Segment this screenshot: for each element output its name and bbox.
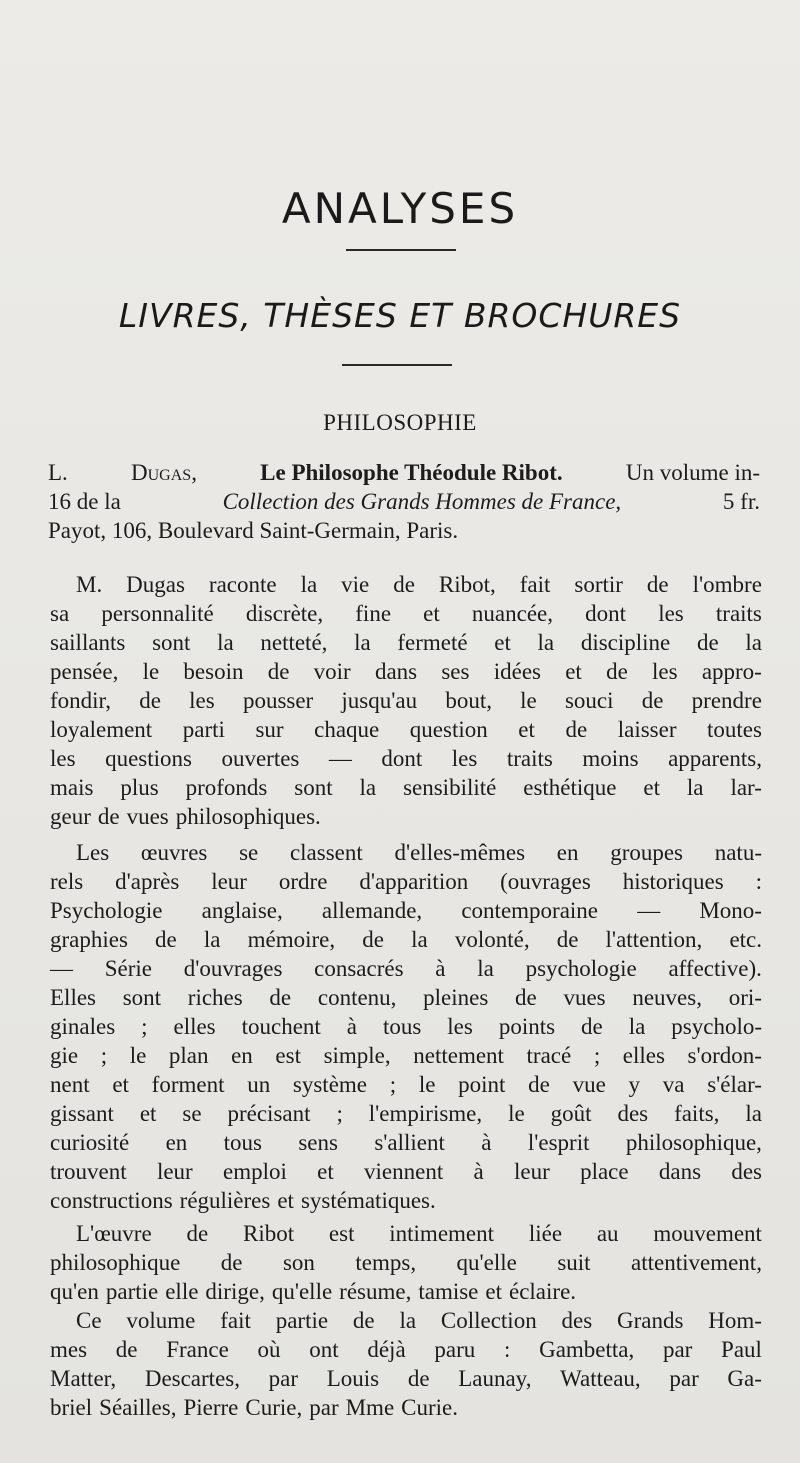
text-line: ginales ; elles touchent à tous les points de la psycholo-	[50, 1014, 762, 1039]
book-title: Le Philosophe Théodule Ribot.	[260, 460, 563, 485]
text-line: gie ; le plan en est simple, nettement tracé ; elles s'ordon-	[50, 1043, 762, 1068]
review-paragraph	[50, 570, 762, 831]
text-line: geur de vues philosophiques.	[50, 804, 321, 829]
collection-name: Collection des Grands Hommes de France,	[222, 489, 622, 514]
text-line: L'œuvre de Ribot est intimement liée au mouvement	[76, 1221, 762, 1246]
text-line: trouvent leur emploi et viennent à leur place dans des	[50, 1159, 762, 1184]
reference-desc: Un volume in-	[625, 460, 760, 485]
title-divider	[346, 249, 456, 251]
reference-line	[48, 516, 760, 545]
reference-desc: 16 de la	[48, 489, 121, 514]
price: 5 fr.	[722, 489, 760, 514]
text-line: Elles sont riches de contenu, pleines de vues neuves, ori-	[50, 985, 762, 1010]
page-subtitle: LIVRES, THÈSES ET BROCHURES	[118, 296, 682, 335]
text-line: constructions régulières et systématiques.	[50, 1188, 436, 1213]
author-name: Dugas,	[131, 460, 197, 485]
text-line: Psychologie anglaise, allemande, contemporaine — Mono-	[50, 898, 762, 923]
text-line: graphies de la mémoire, de la volonté, de l'attention, etc.	[50, 927, 762, 952]
text-line: philosophique de son temps, qu'elle suit attentivement,	[50, 1250, 762, 1275]
subtitle-divider	[342, 364, 452, 366]
review-paragraph	[50, 1219, 762, 1306]
text-line: curiosité en tous sens s'allient à l'esprit philosophique,	[50, 1130, 762, 1155]
page-title: ANALYSES	[281, 184, 519, 233]
text-line: sa personnalité discrète, fine et nuancée, dont les traits	[50, 601, 762, 626]
text-line: M. Dugas raconte la vie de Ribot, fait sortir de l'ombre	[76, 572, 762, 597]
text-line: nent et forment un système ; le point de vue y va s'élar-	[50, 1072, 762, 1097]
text-line: fondir, de les pousser jusqu'au bout, le souci de prendre	[50, 688, 762, 713]
text-line: mes de France où ont déjà paru : Gambetta, par Paul	[50, 1337, 762, 1362]
text-line: — Série d'ouvrages consacrés à la psychologie affective).	[50, 956, 762, 981]
author-initial: L.	[48, 460, 68, 485]
section-heading: PHILOSOPHIE	[323, 410, 477, 435]
text-line: Ce volume fait partie de la Collection des Grands Hom-	[76, 1308, 762, 1333]
text-line: loyalement parti sur chaque question et de laisser toutes	[50, 717, 762, 742]
text-line: mais plus profonds sont la sensibilité esthétique et la lar-	[50, 775, 762, 800]
text-line: saillants sont la netteté, la fermeté et la discipline de la	[50, 630, 762, 655]
review-paragraph	[50, 838, 762, 1215]
text-line: Les œuvres se classent d'elles-mêmes en groupes natu-	[76, 840, 762, 865]
text-line: rels d'après leur ordre d'apparition (ouvrages historiques :	[50, 869, 762, 894]
text-line: Matter, Descartes, par Louis de Launay, Watteau, par Ga-	[50, 1366, 762, 1391]
text-line: les questions ouvertes — dont les traits moins apparents,	[50, 746, 762, 771]
publisher: Payot, 106, Boulevard Saint-Germain, Paris.	[48, 518, 459, 543]
text-line: gissant et se précisant ; l'empirisme, le goût des faits, la	[50, 1101, 762, 1126]
book-reference	[48, 458, 760, 545]
text-line: qu'en partie elle dirige, qu'elle résume, tamise et éclaire.	[50, 1279, 577, 1304]
text-line: briel Séailles, Pierre Curie, par Mme Curie.	[50, 1395, 459, 1420]
reference-line	[48, 487, 760, 516]
text-line: pensée, le besoin de voir dans ses idées et de les appro-	[50, 659, 762, 684]
reference-line	[48, 458, 760, 487]
review-paragraph	[50, 1306, 762, 1422]
